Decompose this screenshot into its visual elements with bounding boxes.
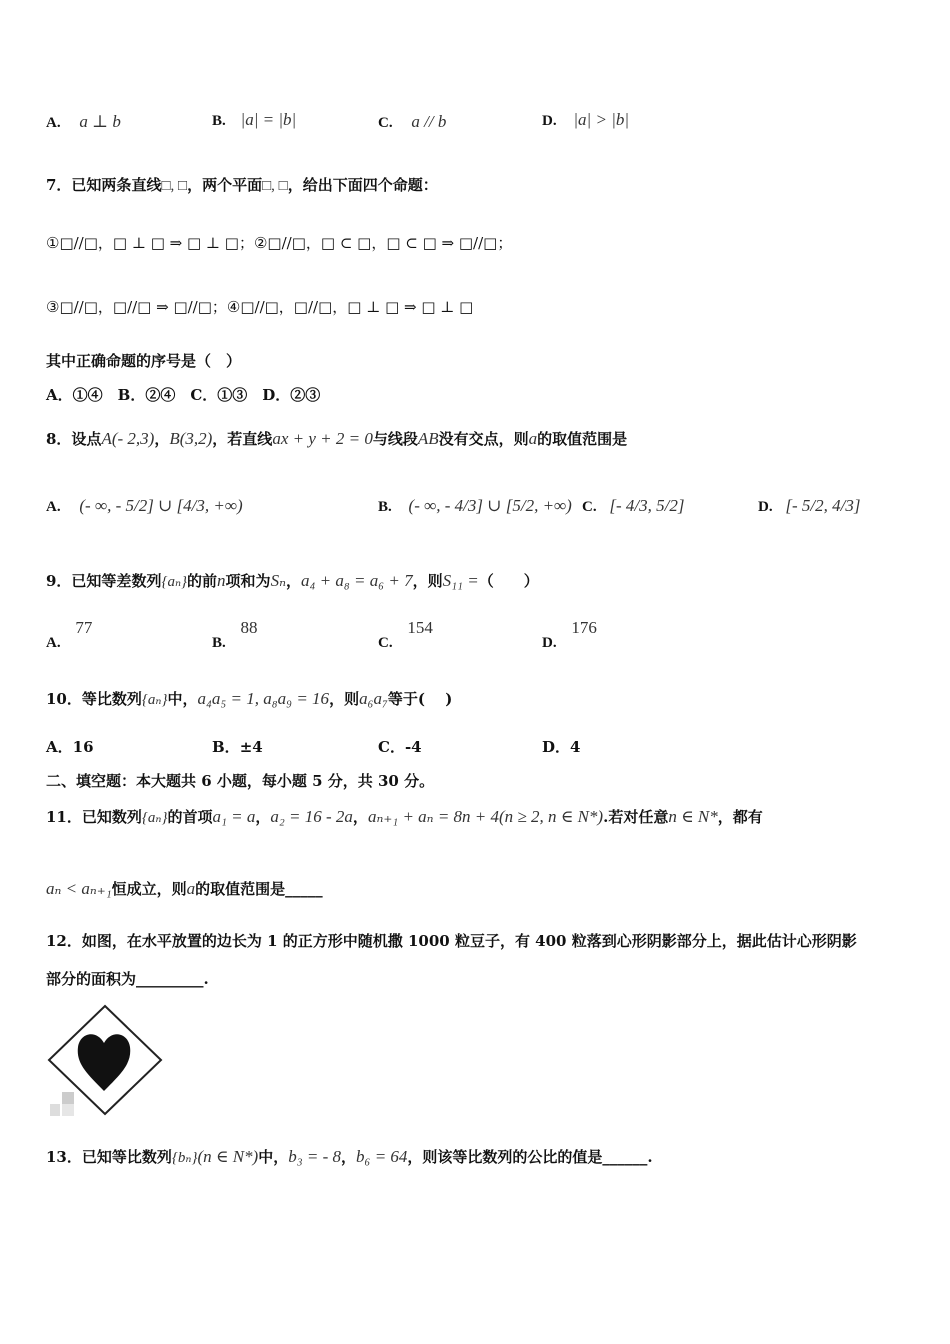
- q8-option-b: [378, 496, 572, 516]
- q9-text-4: ，则: [412, 572, 443, 590]
- q8-text-5: 的取值范围是: [537, 430, 628, 448]
- q13-text-3: ，则该等比数列的公比的值是______.: [407, 1148, 653, 1166]
- q11-line-2: [46, 878, 323, 899]
- q6-option-d-label: D.: [542, 113, 557, 129]
- q13-number: 13．已知等比数列: [46, 1148, 172, 1166]
- q10-option-b: [212, 736, 263, 757]
- q9-option-d-label: D.: [542, 635, 557, 651]
- q9-text-2: 项和为: [225, 572, 271, 590]
- q10-option-a-label: A．: [46, 738, 73, 756]
- q13-comma: ，: [341, 1148, 357, 1166]
- q9-seq: {aₙ}: [161, 574, 188, 590]
- q11-comma-1: ，: [255, 808, 271, 826]
- q9-number: 9．已知等差数列: [46, 572, 162, 590]
- q9-option-c-label: C.: [378, 635, 393, 651]
- q8-option-d-label: D.: [758, 499, 773, 515]
- q13-b3: b₃ = - 8: [288, 1147, 342, 1166]
- q8-option-a: [46, 496, 243, 516]
- q10-text-2: ，则: [329, 690, 360, 708]
- q8-point-a: A(- 2,3): [101, 429, 155, 448]
- q7-stem: [46, 174, 438, 195]
- q13-b6: b₆ = 64: [356, 1147, 408, 1166]
- q10-option-c-value: -4: [404, 738, 422, 756]
- q11-seq: {aₙ}: [141, 810, 168, 826]
- q11-condition: n ∈ N*: [668, 807, 718, 826]
- q10-option-a: [46, 736, 94, 757]
- q8-var: a: [528, 429, 538, 448]
- q13-stem: [46, 1146, 653, 1167]
- q6-option-a-expr: a ⊥ b: [79, 112, 121, 131]
- q9-paren: （ ）: [478, 572, 539, 590]
- watermark-svg: [50, 1092, 80, 1116]
- q7-propositions-2: ③□//□，□//□ ⇒ □//□；④□//□，□//□，□ ⊥ □ ⇒ □ ⊥ □: [46, 298, 474, 316]
- q11-recurrence: aₙ₊₁ + aₙ = 8n + 4(n ≥ 2, n ∈ N*): [367, 807, 604, 826]
- q9-stem: [46, 570, 539, 591]
- q12-line-1: 12．如图，在水平放置的边长为 1 的正方形中随机撒 1000 粒豆子，有 400 粒落到心形阴影部分上，据此估计心形阴影: [46, 932, 857, 950]
- q10-option-b-value: ±4: [239, 738, 263, 756]
- q7-stem-text: 7．已知两条直线: [46, 176, 162, 194]
- q8-option-d: [758, 496, 860, 516]
- q8-comma: ，: [154, 430, 170, 448]
- q8-segment: AB: [417, 429, 439, 448]
- q8-option-c: [582, 496, 684, 516]
- watermark-blur: [50, 1092, 80, 1116]
- q11-text-1: 的首项: [167, 808, 213, 826]
- q11-line2-text-2: 的取值范围是_____: [195, 880, 323, 898]
- q6-option-b-label: B.: [212, 113, 226, 129]
- q10-option-b-label: B．: [212, 738, 240, 756]
- q7-options: A．①④ B．②④ C．①③ D．②③: [46, 386, 321, 404]
- q7-stem-end: ，给出下面四个命题：: [287, 176, 438, 194]
- q6-option-d: [542, 110, 629, 130]
- watermark-block-1: [50, 1104, 60, 1116]
- q9-option-b: [212, 618, 258, 651]
- q8-point-b: B(3,2): [169, 429, 213, 448]
- q9-text-1: 的前: [187, 572, 218, 590]
- q6-option-c-label: C.: [378, 115, 393, 131]
- q8-text-3: 与线段: [372, 430, 418, 448]
- q8-option-b-label: B.: [378, 499, 392, 515]
- q8-option-c-label: C.: [582, 499, 597, 515]
- q8-option-a-label: A.: [46, 499, 61, 515]
- q9-option-d-value: 176: [571, 618, 597, 637]
- q11-number: 11．已知数列: [46, 808, 142, 826]
- q9-option-b-label: B.: [212, 635, 226, 651]
- q8-text-2: ，若直线: [212, 430, 273, 448]
- q6-option-b-expr: |a| = |b|: [240, 110, 297, 129]
- q10-text-1: 中，: [167, 690, 198, 708]
- q10-option-a-value: 16: [72, 738, 94, 756]
- q11-line2-text-1: 恒成立，则: [111, 880, 187, 898]
- q9-condition: a₄ + a₈ = a₆ + 7: [300, 571, 413, 590]
- q10-number: 10．等比数列: [46, 690, 142, 708]
- q6-option-b: [212, 110, 296, 130]
- q8-number: 8．设点: [46, 430, 102, 448]
- q13-seq: {bₙ}: [171, 1150, 198, 1166]
- q10-option-c-label: C．: [378, 738, 405, 756]
- q11-a1: a₁ = a: [212, 807, 256, 826]
- q11-text-5: ，都有: [717, 808, 763, 826]
- q7-planes-symbols: □, □: [262, 178, 288, 194]
- q9-option-a-label: A.: [46, 635, 61, 651]
- q10-option-d-value: 4: [570, 738, 581, 756]
- q9-option-c: [378, 618, 433, 651]
- q6-option-a-label: A.: [46, 115, 61, 131]
- q7-stem-mid: ，两个平面: [187, 176, 263, 194]
- q12-line-2: 部分的面积为_________.: [46, 970, 209, 988]
- q11-text-4: .若对任意: [603, 808, 669, 826]
- q8-stem: [46, 428, 627, 449]
- q8-text-4: 没有交点，则: [438, 430, 529, 448]
- q10-option-d-label: D．: [542, 738, 571, 756]
- q9-n: n: [217, 571, 226, 590]
- q6-option-c: [378, 112, 446, 132]
- q11-comma-2: ，: [352, 808, 368, 826]
- q7-propositions-1: ①□//□，□ ⊥ □ ⇒ □ ⊥ □；②□//□，□ ⊂ □，□ ⊂ □ ⇒ □//□；: [46, 234, 513, 252]
- q10-text-3: 等于( ): [387, 690, 453, 708]
- q10-stem: [46, 688, 452, 709]
- q8-line-eq: ax + y + 2 = 0: [272, 429, 373, 448]
- q9-option-b-value: 88: [240, 618, 258, 637]
- q10-target: a₆a₇: [359, 689, 388, 708]
- q9-option-d: [542, 618, 597, 651]
- q8-option-d-expr: [- 5/2, 4/3]: [785, 496, 861, 515]
- q11-line2-var: a: [186, 879, 196, 898]
- section-2-heading: 二、填空题：本大题共 6 小题，每小题 5 分，共 30 分。: [46, 772, 435, 790]
- q9-option-a: [46, 618, 93, 651]
- q9-s11: S₁₁ =: [442, 571, 479, 590]
- q9-text-3: ，: [285, 572, 301, 590]
- q10-option-c: [378, 736, 422, 757]
- q7-ask: 其中正确命题的序号是（ ）: [46, 352, 242, 370]
- q11-a2: a₂ = 16 - 2a: [270, 807, 353, 826]
- q11-stem: [46, 806, 763, 827]
- q10-option-d: [542, 736, 580, 757]
- q8-option-b-expr: (- ∞, - 4/3] ∪ [5/2, +∞): [408, 496, 572, 515]
- q8-option-a-expr: (- ∞, - 5/2] ∪ [4/3, +∞): [79, 496, 243, 515]
- q10-condition: a₄a₅ = 1, a₈a₉ = 16: [197, 689, 330, 708]
- q6-option-c-expr: a // b: [411, 112, 447, 131]
- q10-seq: {aₙ}: [141, 692, 168, 708]
- q8-option-c-expr: [- 4/3, 5/2]: [609, 496, 685, 515]
- watermark-block-2: [62, 1092, 74, 1104]
- q13-text-1: 中，: [258, 1148, 289, 1166]
- q9-option-c-value: 154: [407, 618, 433, 637]
- q6-option-a: [46, 112, 121, 132]
- q6-option-d-expr: |a| > |b|: [573, 110, 630, 129]
- q9-sn: Sₙ: [270, 571, 286, 590]
- q7-lines-symbols: □, □: [161, 178, 188, 194]
- q9-option-a-value: 77: [75, 618, 93, 637]
- q13-condition: (n ∈ N*): [197, 1147, 259, 1166]
- q11-inequality: aₙ < aₙ₊₁: [46, 879, 112, 898]
- watermark-block-3: [62, 1104, 74, 1116]
